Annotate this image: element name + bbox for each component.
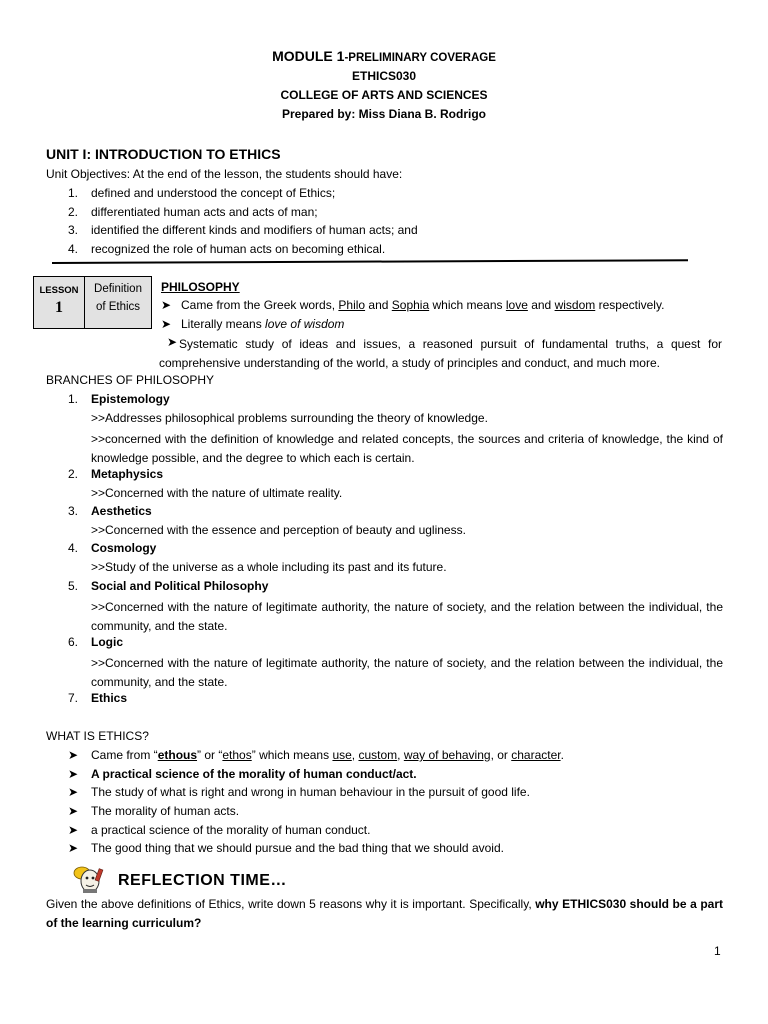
reflection-prompt bbox=[46, 895, 723, 933]
module-heading bbox=[0, 48, 768, 64]
objective-number: 1. bbox=[67, 186, 78, 200]
arrow-bullet-icon: ➤ bbox=[68, 804, 79, 818]
branch-name: Epistemology bbox=[91, 392, 170, 406]
arrow-bullet-icon: ➤ bbox=[161, 298, 172, 312]
ethics-definition: A practical science of the morality of human conduct/act. bbox=[91, 767, 417, 781]
text: Came from the Greek words, bbox=[181, 298, 339, 312]
text: , bbox=[397, 748, 404, 762]
branch-number: 6. bbox=[67, 635, 78, 649]
text: , or bbox=[490, 748, 512, 762]
lesson-name-line1: Definition bbox=[94, 283, 142, 295]
branch-number: 1. bbox=[67, 392, 78, 406]
lesson-number: 1 bbox=[55, 299, 63, 316]
prepared-by: Prepared by: Miss Diana B. Rodrigo bbox=[281, 107, 487, 121]
lesson-name-line2: of Ethics bbox=[95, 301, 141, 313]
branch-description: >>Concerned with the nature of ultimate reality. bbox=[91, 486, 343, 500]
text: Given the above definitions of Ethics, write down 5 reasons why it is important. Specifically, bbox=[46, 897, 536, 911]
objective-number: 3. bbox=[67, 223, 78, 237]
term-wisdom: wisdom bbox=[554, 298, 596, 312]
branch-description: >>concerned with the definition of knowledge and related concepts, the sources and criteria of knowledge, the kind of knowledge possible, and the degree to which each is certain. bbox=[91, 432, 723, 465]
text: which means bbox=[429, 298, 506, 312]
lesson-box bbox=[33, 276, 152, 329]
lesson-name-cell bbox=[85, 277, 151, 328]
branches-title: BRANCHES OF PHILOSOPHY bbox=[46, 373, 215, 387]
objective-item: recognized the role of human acts on becoming ethical. bbox=[91, 242, 386, 256]
term-ethos: ethos bbox=[222, 748, 252, 762]
page-number: 1 bbox=[714, 944, 721, 958]
arrow-bullet-icon: ➤ bbox=[167, 335, 178, 349]
branch-description: >>Concerned with the essence and perception of beauty and ugliness. bbox=[91, 523, 466, 537]
text: and bbox=[365, 298, 392, 312]
branch-number: 7. bbox=[67, 691, 78, 705]
arrow-bullet-icon: ➤ bbox=[68, 841, 79, 855]
branch-name: Cosmology bbox=[91, 541, 157, 555]
text: Literally means bbox=[181, 317, 266, 331]
objective-number: 4. bbox=[67, 242, 78, 256]
branch-name: Ethics bbox=[91, 691, 128, 705]
section-divider bbox=[52, 259, 688, 264]
branch-description: >>Concerned with the nature of legitimate authority, the nature of society, and the relation between the individual, the community, and the state. bbox=[91, 656, 723, 689]
branch-number: 4. bbox=[67, 541, 78, 555]
text: , bbox=[351, 748, 359, 762]
ethics-definition: The study of what is right and wrong in human behaviour in the pursuit of good life. bbox=[91, 785, 530, 799]
philosophy-title: PHILOSOPHY bbox=[161, 280, 240, 294]
objective-item: differentiated human acts and acts of man; bbox=[91, 205, 318, 219]
arrow-bullet-icon: ➤ bbox=[68, 785, 79, 799]
arrow-bullet-icon: ➤ bbox=[68, 767, 79, 781]
text: Came from “ bbox=[91, 748, 158, 762]
objective-item: identified the different kinds and modifiers of human acts; and bbox=[91, 223, 418, 237]
text: ” which means bbox=[251, 748, 333, 762]
text: ” or “ bbox=[197, 748, 223, 762]
branch-number: 3. bbox=[67, 504, 78, 518]
lesson-label: LESSON bbox=[39, 285, 79, 296]
term-philo: Philo bbox=[338, 298, 366, 312]
philosophy-definition: Systematic study of ideas and issues, a reasoned pursuit of fundamental truths, a quest for comprehensive understanding of the world, a study of principles and conduct, and much more. bbox=[159, 337, 722, 370]
term-love-of-wisdom: love of wisdom bbox=[265, 317, 345, 331]
ethics-definition: a practical science of the morality of human conduct. bbox=[91, 823, 371, 837]
objective-item: defined and understood the concept of Ethics; bbox=[91, 186, 336, 200]
reflection-question: why ETHICS030 should be a part of the learning curriculum? bbox=[46, 897, 723, 930]
lesson-number-cell bbox=[34, 277, 85, 328]
ethics-definition: The good thing that we should pursue and the bad thing that we should avoid. bbox=[91, 841, 504, 855]
branch-description: >>Study of the universe as a whole including its past and its future. bbox=[91, 560, 447, 574]
module-coverage: -PRELIMINARY COVERAGE bbox=[344, 52, 496, 64]
unit-objectives-intro: Unit Objectives: At the end of the lesson, the students should have: bbox=[46, 167, 403, 181]
module-title: MODULE 1 bbox=[272, 48, 345, 64]
term-character: character bbox=[511, 748, 561, 762]
ethics-definition: The morality of human acts. bbox=[91, 804, 240, 818]
branch-number: 5. bbox=[67, 579, 78, 593]
arrow-bullet-icon: ➤ bbox=[68, 748, 79, 762]
term-sophia: Sophia bbox=[391, 298, 430, 312]
text: and bbox=[527, 298, 555, 312]
branch-description: >>Concerned with the nature of legitimate authority, the nature of society, and the relation between the individual, the community, and the state. bbox=[91, 600, 723, 633]
arrow-bullet-icon: ➤ bbox=[161, 317, 172, 331]
term-love: love bbox=[505, 298, 528, 312]
branch-name: Social and Political Philosophy bbox=[91, 579, 269, 593]
thinking-person-icon bbox=[72, 864, 108, 894]
ethics-title: WHAT IS ETHICS? bbox=[46, 729, 149, 743]
unit-title: UNIT I: INTRODUCTION TO ETHICS bbox=[46, 146, 281, 162]
text: . bbox=[560, 748, 564, 762]
term-custom: custom bbox=[358, 748, 398, 762]
philosophy-literal bbox=[181, 317, 344, 331]
term-way-of-behaving: way of behaving bbox=[403, 748, 491, 762]
college-name: COLLEGE OF ARTS AND SCIENCES bbox=[280, 88, 488, 102]
course-code: ETHICS030 bbox=[351, 69, 417, 83]
branch-name: Logic bbox=[91, 635, 123, 649]
ethics-origin bbox=[91, 748, 564, 762]
term-use: use bbox=[332, 748, 352, 762]
branch-number: 2. bbox=[67, 467, 78, 481]
reflection-title: REFLECTION TIME… bbox=[118, 872, 287, 889]
text: respectively. bbox=[595, 298, 665, 312]
philosophy-origin bbox=[181, 298, 664, 312]
branch-name: Aesthetics bbox=[91, 504, 152, 518]
objective-number: 2. bbox=[67, 205, 78, 219]
arrow-bullet-icon: ➤ bbox=[68, 823, 79, 837]
branch-name: Metaphysics bbox=[91, 467, 164, 481]
term-ethous: ethous bbox=[157, 748, 198, 762]
branch-description: >>Addresses philosophical problems surrounding the theory of knowledge. bbox=[91, 411, 488, 425]
